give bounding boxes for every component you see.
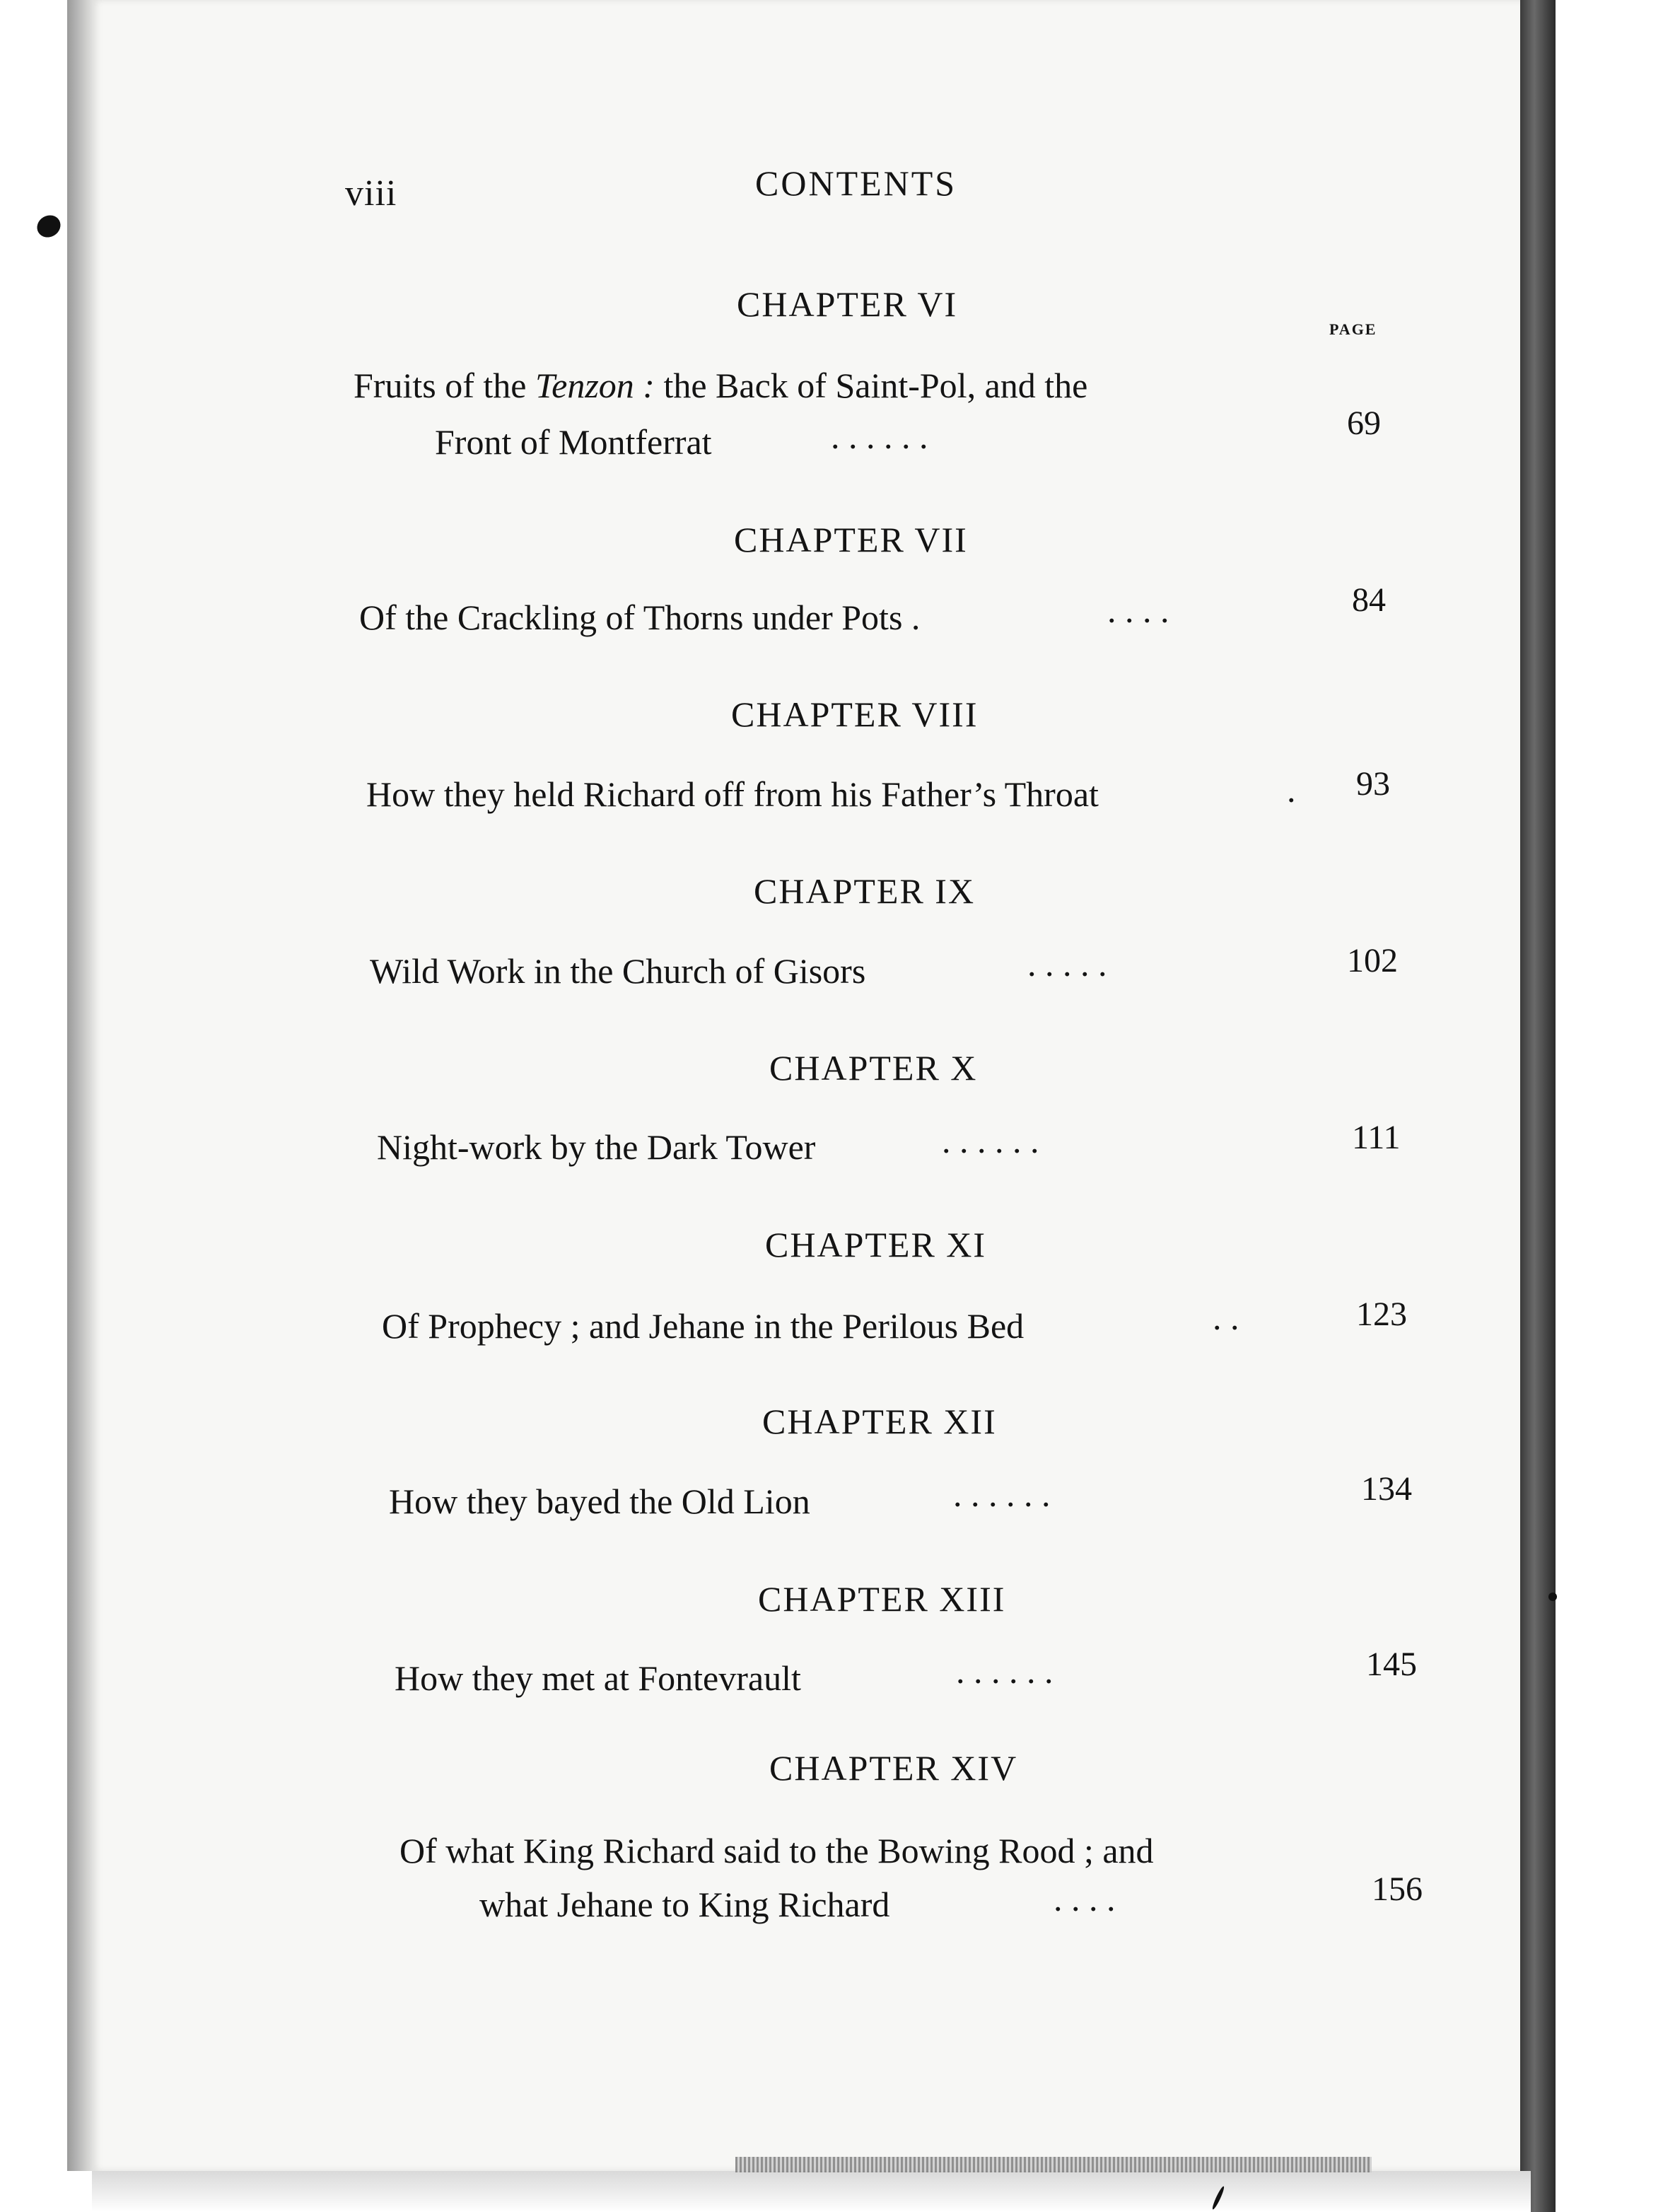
chapter-title-line: Front of Montferrat <box>435 422 712 462</box>
leader-dots: . . . . <box>1054 1879 1116 1919</box>
title-text: Fruits of the <box>354 366 527 405</box>
chapter-title: How they met at Fontevrault <box>395 1658 801 1698</box>
chapter-title: How they bayed the Old Lion <box>389 1482 810 1521</box>
chapter-heading: CHAPTER VII <box>734 520 968 559</box>
page-number: 102 <box>1347 942 1398 979</box>
leader-dots: . . . . . . <box>942 1121 1039 1160</box>
chapter-title: Of the Crackling of Thorns under Pots . <box>359 598 921 637</box>
page-number: 145 <box>1366 1646 1417 1683</box>
title-text: the Back of Saint-Pol, and the <box>663 366 1088 405</box>
chapter-heading: CHAPTER XII <box>762 1402 997 1441</box>
leader-dots: . <box>1287 770 1296 810</box>
page-number: 69 <box>1347 404 1381 442</box>
page-bottom-edge <box>735 2157 1372 2172</box>
chapter-title-line <box>354 368 1087 403</box>
page-folio: viii <box>345 173 397 214</box>
leader-dots: . . <box>1213 1298 1239 1337</box>
page-gutter-shadow <box>67 0 95 2171</box>
adjacent-page-strip <box>1556 0 1663 2212</box>
chapter-title-line: Of what King Richard said to the Bowing Rood ; and <box>399 1831 1154 1870</box>
chapter-heading: CHAPTER VI <box>737 284 958 324</box>
page-number: 111 <box>1352 1119 1401 1156</box>
leader-dots: . . . . . . <box>831 417 928 456</box>
chapter-title: Wild Work in the Church of Gisors <box>370 951 866 991</box>
page-column-label: PAGE <box>1329 320 1377 338</box>
leader-dots: . . . . . . <box>953 1474 1051 1514</box>
chapter-title: How they held Richard off from his Father’s Throat <box>366 774 1099 814</box>
chapter-title: Night-work by the Dark Tower <box>377 1127 816 1167</box>
book-spine-edge <box>1520 0 1556 2212</box>
leader-dots: . . . . . . <box>956 1651 1054 1691</box>
chapter-heading: CHAPTER XIII <box>758 1579 1006 1619</box>
title-italic-text: Tenzon : <box>535 366 655 405</box>
scan-speck <box>1548 1593 1557 1601</box>
chapter-title: Of Prophecy ; and Jehane in the Perilous Bed <box>382 1306 1025 1346</box>
leader-dots: . . . . . <box>1027 944 1107 984</box>
chapter-heading: CHAPTER VIII <box>731 694 979 734</box>
page-number: 84 <box>1352 581 1386 619</box>
chapter-heading: CHAPTER IX <box>754 871 976 911</box>
chapter-heading: CHAPTER XI <box>765 1225 987 1264</box>
leader-dots: . . . . <box>1107 590 1169 630</box>
page-number: 134 <box>1361 1470 1412 1508</box>
page-number: 123 <box>1356 1296 1407 1333</box>
chapter-heading: CHAPTER X <box>769 1048 978 1088</box>
chapter-heading: CHAPTER XIV <box>769 1748 1018 1788</box>
running-title: CONTENTS <box>755 163 957 203</box>
page-number: 156 <box>1372 1870 1423 1908</box>
page-bottom-shade <box>92 2171 1531 2212</box>
chapter-title-line: what Jehane to King Richard <box>479 1885 890 1924</box>
page-number: 93 <box>1356 765 1390 803</box>
